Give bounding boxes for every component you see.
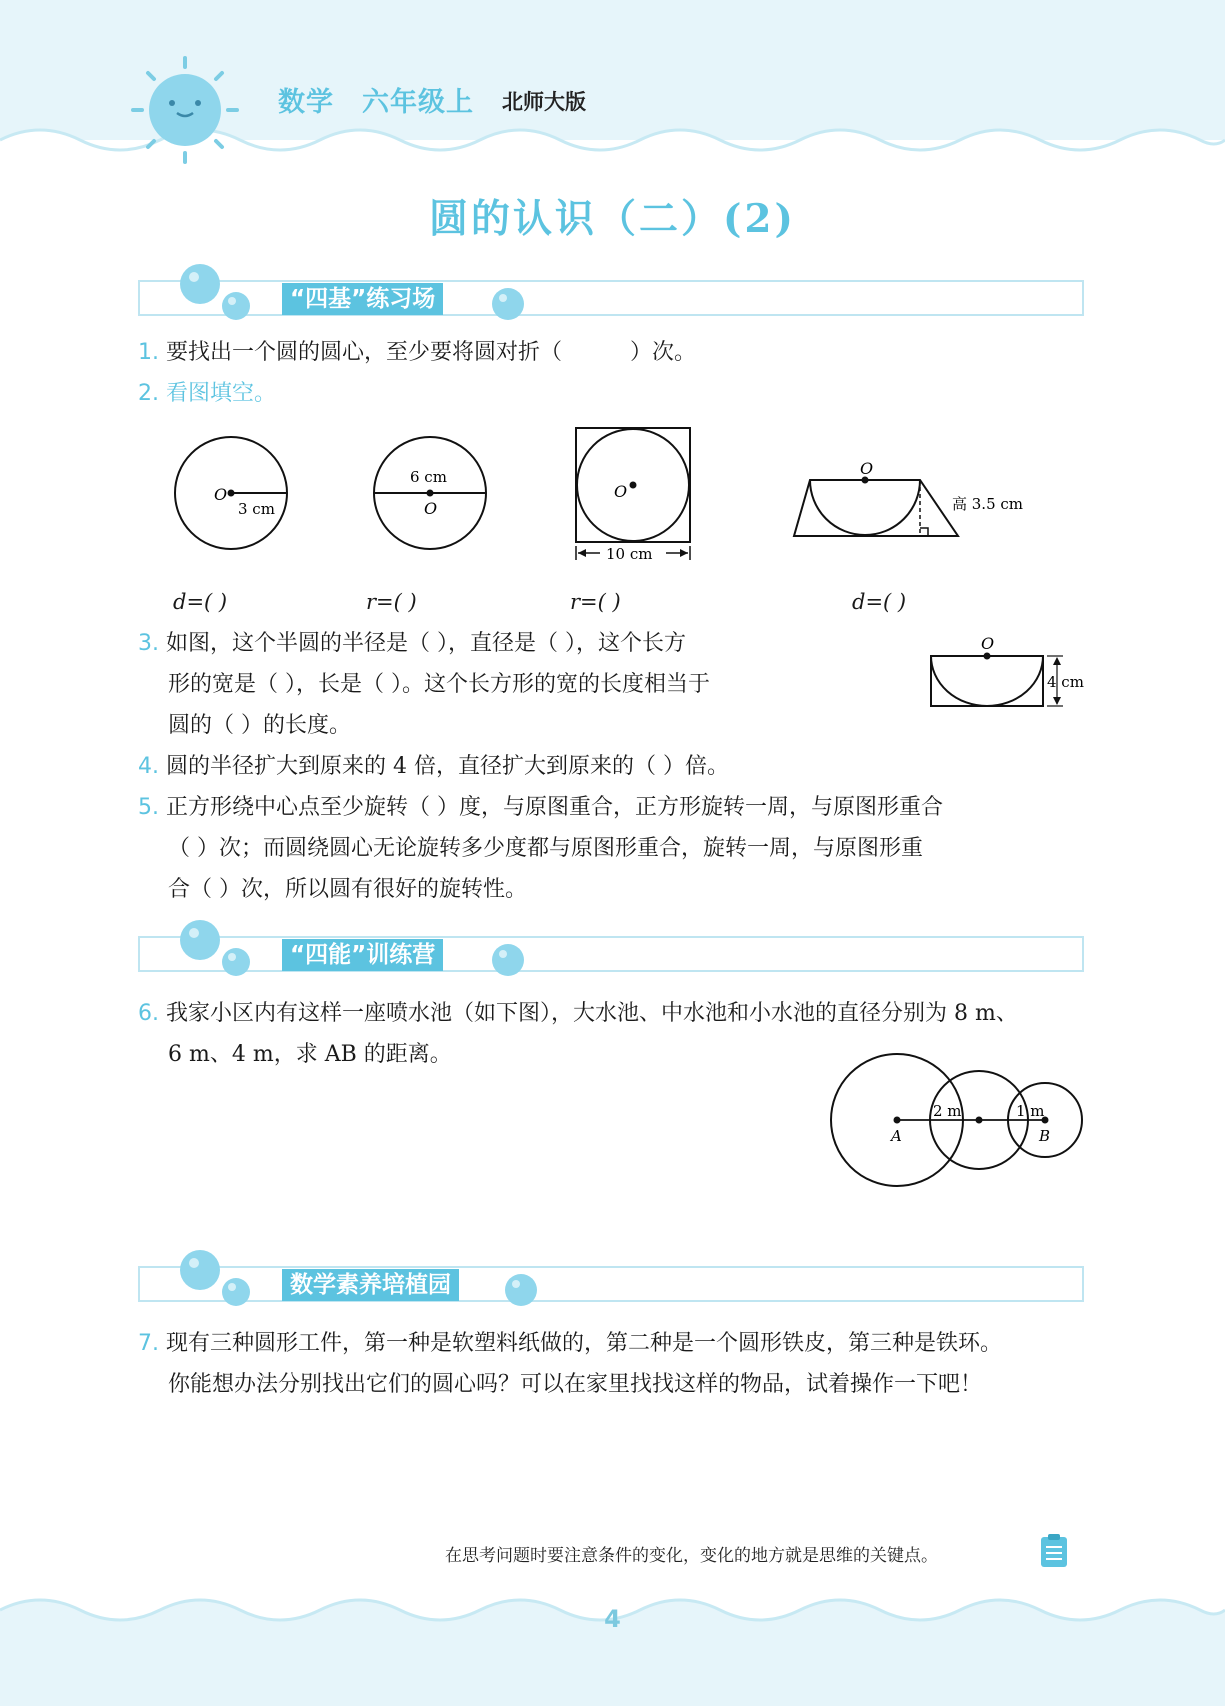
radius-label: 3 cm bbox=[238, 500, 275, 518]
side-label: 10 cm bbox=[606, 545, 653, 563]
balloon-icon bbox=[178, 918, 258, 980]
balloon-icon bbox=[503, 1272, 539, 1308]
sun-mascot-icon bbox=[130, 55, 240, 165]
question-text: 6 m、4 m，求 AB 的距离。 bbox=[168, 1042, 452, 1067]
question-text: 如图，这个半圆的半径是（ ），直径是（ ），这个长方 bbox=[166, 631, 686, 656]
header-subject: 数学 bbox=[278, 87, 334, 118]
notebook-icon bbox=[1038, 1533, 1070, 1569]
question-text: 你能想办法分别找出它们的圆心吗？可以在家里找找这样的物品，试着操作一下吧！ bbox=[168, 1372, 983, 1397]
page-title: 圆的认识（二）(2) bbox=[428, 196, 797, 242]
balloon-icon bbox=[178, 262, 258, 324]
section-bar-ability bbox=[138, 936, 1084, 972]
height-label: 高 3.5 cm bbox=[952, 495, 1024, 513]
section-bar-literacy bbox=[138, 1266, 1084, 1302]
header-grade: 六年级上 bbox=[362, 87, 474, 118]
center-label: O bbox=[424, 499, 438, 518]
question-4 bbox=[138, 746, 729, 787]
answer-blank-d2[interactable]: d=( ) bbox=[852, 590, 907, 614]
question-number: 5. bbox=[138, 795, 159, 820]
section-bar-basic bbox=[138, 280, 1084, 316]
answer-blank-d1[interactable]: d=( ) bbox=[173, 590, 228, 614]
question-text: 圆的（ ）的长度。 bbox=[168, 713, 351, 738]
answer-blank-r2[interactable]: r=( ) bbox=[570, 590, 621, 614]
balloon-icon bbox=[178, 1248, 258, 1310]
question-text: 我家小区内有这样一座喷水池（如下图），大水池、中水池和小水池的直径分别为 8 m、 bbox=[166, 1001, 1018, 1026]
question-number: 3. bbox=[138, 631, 159, 656]
figure-fountain-circles bbox=[825, 1052, 1095, 1192]
question-number: 4. bbox=[138, 754, 159, 779]
question-2 bbox=[138, 373, 276, 414]
section-label-literacy: 数学素养培植园 bbox=[282, 1269, 459, 1301]
question-number: 6. bbox=[138, 1001, 159, 1026]
figure-circle-diameter bbox=[370, 432, 500, 552]
section-label-basic: “四基”练习场 bbox=[282, 283, 443, 315]
figure-circle-in-square bbox=[570, 424, 700, 566]
question-1 bbox=[138, 332, 696, 373]
center-label: O bbox=[214, 485, 228, 504]
section-label-ability: “四能”训练营 bbox=[282, 939, 443, 971]
page-number: 4 bbox=[604, 1605, 621, 1633]
question-number: 2. bbox=[138, 381, 159, 406]
question-3 bbox=[138, 623, 710, 746]
figure-semicircle-trapezoid bbox=[790, 456, 1030, 541]
footer-tip: 在思考问题时要注意条件的变化，变化的地方就是思维的关键点。 bbox=[445, 1546, 938, 1566]
center-label: O bbox=[860, 459, 874, 478]
question-7 bbox=[138, 1323, 1002, 1405]
figure-semicircle-rectangle bbox=[925, 634, 1085, 714]
footer-background bbox=[0, 1585, 1225, 1706]
center-label: O bbox=[614, 482, 628, 501]
point-b-label: B bbox=[1039, 1127, 1051, 1145]
question-text: ）次。 bbox=[630, 340, 697, 365]
question-number: 1. bbox=[138, 340, 159, 365]
question-text: 合（ ）次，所以圆有很好的旋转性。 bbox=[168, 877, 527, 902]
question-text: 圆的半径扩大到原来的 4 倍，直径扩大到原来的（ ）倍。 bbox=[166, 754, 729, 779]
question-text: 要找出一个圆的圆心，至少要将圆对折（ bbox=[166, 340, 563, 365]
question-text: 正方形绕中心点至少旋转（ ）度，与原图重合，正方形旋转一周，与原图形重合 bbox=[166, 795, 943, 820]
answer-blank-r1[interactable]: r=( ) bbox=[366, 590, 417, 614]
figure-circle-radius bbox=[170, 432, 300, 552]
question-text: 形的宽是（ ），长是（ ）。这个长方形的宽的长度相当于 bbox=[168, 672, 710, 697]
balloon-icon bbox=[490, 942, 526, 978]
balloon-icon bbox=[490, 286, 526, 322]
question-text: 看图填空。 bbox=[166, 381, 277, 406]
question-text: （ ）次；而圆绕圆心无论旋转多少度都与原图形重合，旋转一周，与原图形重 bbox=[168, 836, 923, 861]
gap-label-2m: 2 m bbox=[933, 1102, 962, 1120]
header-edition: 北师大版 bbox=[502, 90, 586, 114]
gap-label-1m: 1 m bbox=[1016, 1102, 1045, 1120]
question-5 bbox=[138, 787, 943, 910]
center-label: O bbox=[981, 634, 995, 653]
width-label: 4 cm bbox=[1047, 673, 1084, 691]
question-number: 7. bbox=[138, 1331, 159, 1356]
diameter-label: 6 cm bbox=[410, 468, 447, 486]
point-a-label: A bbox=[891, 1127, 902, 1145]
question-text: 现有三种圆形工件，第一种是软塑料纸做的，第二种是一个圆形铁皮，第三种是铁环。 bbox=[166, 1331, 1003, 1356]
